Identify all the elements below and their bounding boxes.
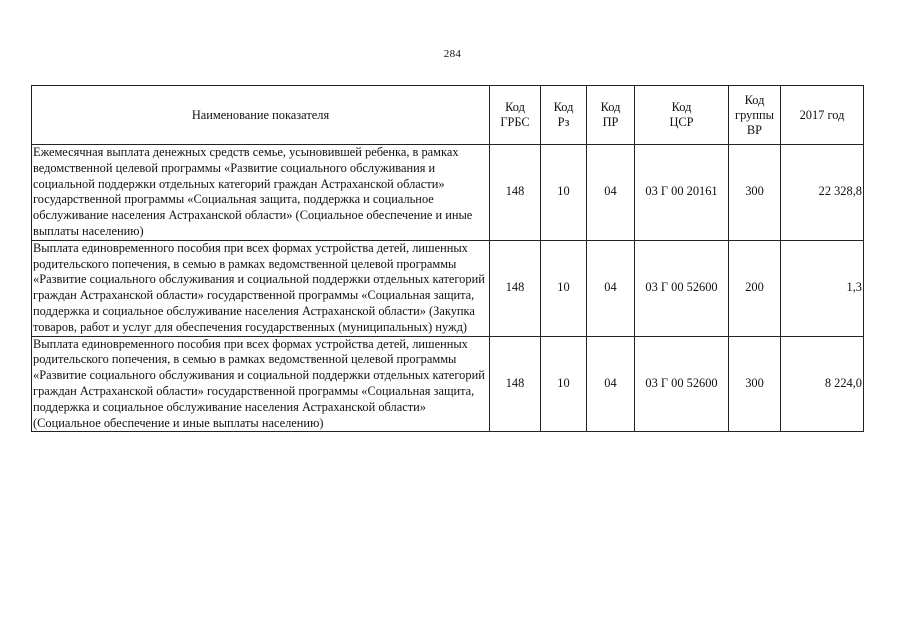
header-year: 2017 год — [781, 86, 864, 145]
header-rz: Код Рз — [541, 86, 587, 145]
header-name: Наименование показателя — [32, 86, 490, 145]
row-grbs: 148 — [490, 336, 541, 432]
budget-table — [31, 85, 864, 432]
row-amount: 1,3 — [781, 240, 864, 336]
page-number: 284 — [443, 48, 462, 60]
row-rz: 10 — [541, 145, 587, 241]
row-name: Выплата единовременного пособия при всех формах устройства детей, лишенных родительского попечения, в семью в рамках ведомственной целевой программы «Развитие социального обслуживания и социальной поддержки отдельных категорий граждан Астраханской области» государственной программы «Социальная защита, поддержка и социальное обслуживание населения Астраханской области» (Закупка товаров, работ и услуг для обеспечения государственных (муниципальных) нужд) — [32, 240, 490, 336]
table-row — [32, 336, 864, 432]
row-vr: 300 — [729, 336, 781, 432]
header-vr: Код группы ВР — [729, 86, 781, 145]
table-row — [32, 145, 864, 241]
row-pr: 04 — [587, 240, 635, 336]
table-header-row — [32, 86, 864, 145]
row-pr: 04 — [587, 145, 635, 241]
row-grbs: 148 — [490, 240, 541, 336]
header-pr: Код ПР — [587, 86, 635, 145]
row-pr: 04 — [587, 336, 635, 432]
row-rz: 10 — [541, 336, 587, 432]
row-name: Выплата единовременного пособия при всех формах устройства детей, лишенных родительского попечения, в семью в рамках ведомственной целевой программы «Развитие социального обслуживания и социальной поддержки отдельных категорий граждан Астраханской области» государственной программы «Социальная защита, поддержка и социальное обслуживание населения Астраханской области» (Социальное обеспечение и иные выплаты населению) — [32, 336, 490, 432]
row-amount: 22 328,8 — [781, 145, 864, 241]
row-grbs: 148 — [490, 145, 541, 241]
header-grbs: Код ГРБС — [490, 86, 541, 145]
row-amount: 8 224,0 — [781, 336, 864, 432]
header-csr: Код ЦСР — [635, 86, 729, 145]
row-vr: 300 — [729, 145, 781, 241]
row-csr: 03 Г 00 52600 — [635, 336, 729, 432]
row-vr: 200 — [729, 240, 781, 336]
row-name: Ежемесячная выплата денежных средств семье, усыновившей ребенка, в рамках ведомственной целевой программы «Развитие социального обслуживания и социальной поддержки отдельных категорий граждан Астраханской области» государственной программы «Социальная защита, поддержка и социальное обслуживание населения Астраханской области» (Социальное обеспечение и иные выплаты населению) — [32, 145, 490, 241]
row-csr: 03 Г 00 52600 — [635, 240, 729, 336]
table-row — [32, 240, 864, 336]
row-csr: 03 Г 00 20161 — [635, 145, 729, 241]
row-rz: 10 — [541, 240, 587, 336]
